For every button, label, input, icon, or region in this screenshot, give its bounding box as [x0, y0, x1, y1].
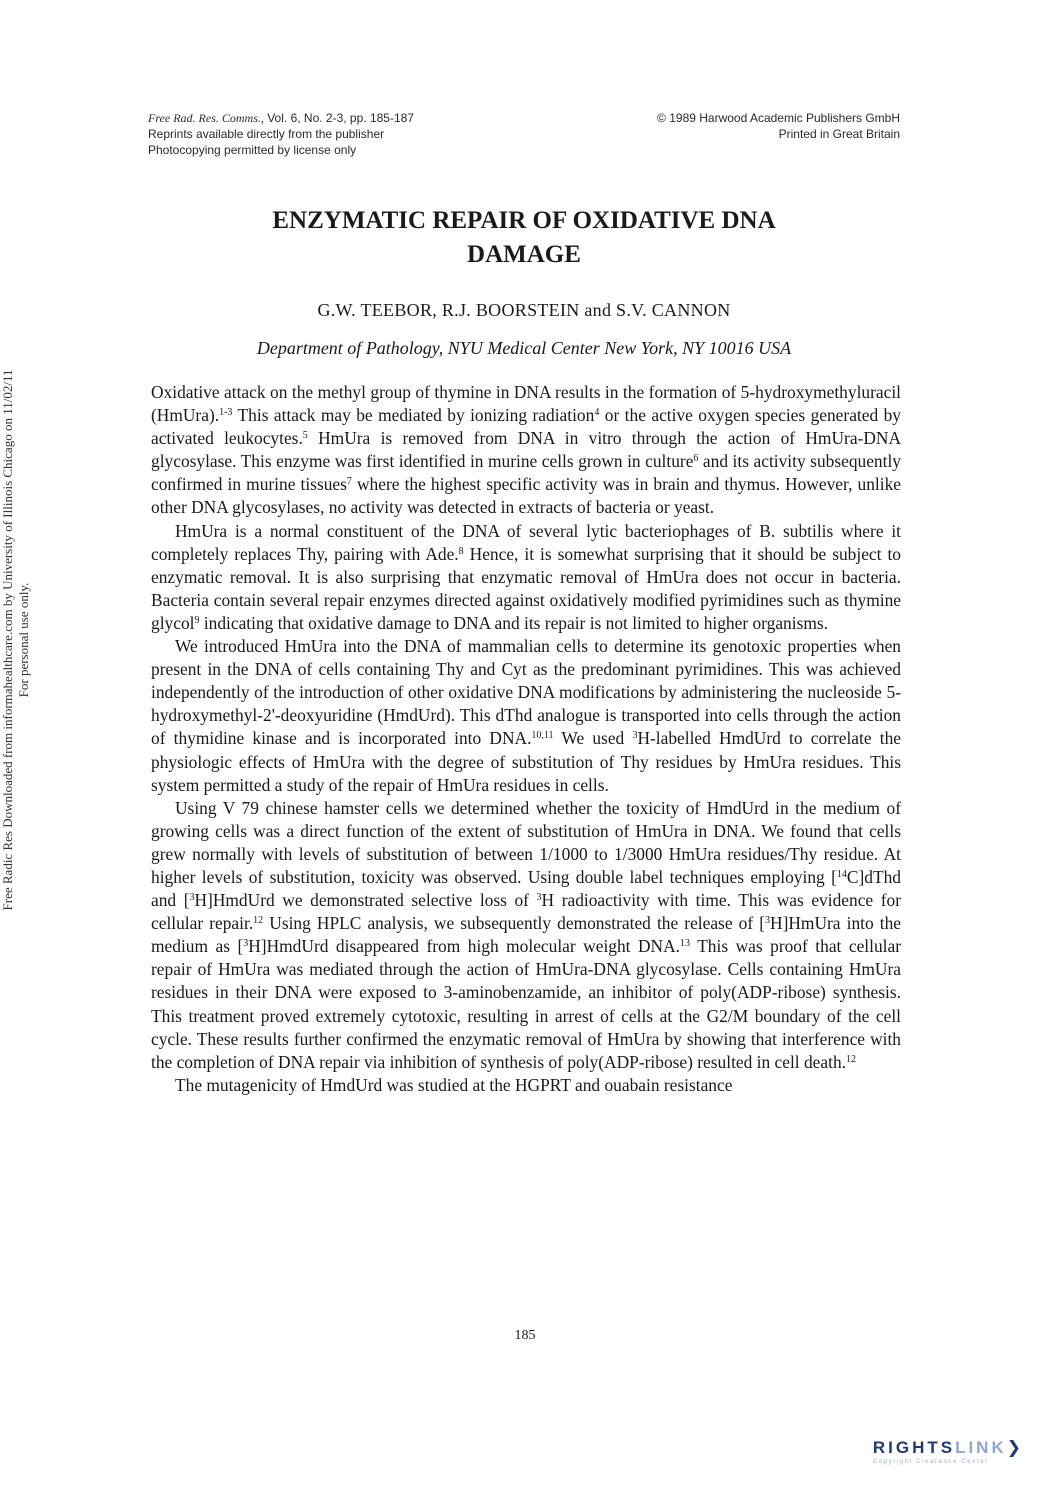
text-run: HmUra is removed from DNA in vitro through the action of HmUra-DNA glycosylase. This enzyme was first identified in murine cells grown in culture	[151, 428, 902, 472]
title-line-1: ENZYMATIC REPAIR OF OXIDATIVE DNA	[272, 207, 776, 234]
rightslink-logo[interactable]	[873, 1438, 1024, 1465]
text-run: H-labelled HmdUrd to correlate the physiologic effects of HmUra with the degree of substitution of Thy residues by HmUra residues. This system permitted a study of the repair of HmUra residues in cells.	[151, 728, 901, 795]
text-run: H]HmdUrd we demonstrated selective loss of	[194, 890, 537, 911]
text-run: indicating that oxidative damage to DNA and its repair is not limited to higher organisms.	[199, 612, 828, 633]
text-run: H radioactivity with time. This was evidence for cellular repair.	[151, 890, 901, 934]
printed-note: Printed in Great Britain	[778, 127, 900, 141]
text-run: Using V 79 chinese hamster cells we determined whether the toxicity of HmdUrd in the medium of growing cells was a direct function of the extent of substitution of HmUra in DNA. We found that cells grew normally with levels of substitution of between 1/1000 to 1/3000 HmUra residues/Thy residue. At higher levels of substitution, toxicity was observed. Using double label techniques employing [	[151, 797, 901, 887]
page-number: 185	[514, 1328, 536, 1343]
journal-citation	[148, 110, 414, 126]
citation-ref: 13	[680, 938, 691, 950]
text-run: and its activity subsequently confirmed in murine tissues	[151, 451, 901, 495]
copyright-notice: © 1989 Harwood Academic Publishers GmbH	[657, 111, 900, 125]
text-run: Using HPLC analysis, we subsequently demonstrated the release of [	[263, 913, 766, 934]
text-run: We used	[553, 728, 633, 749]
isotope-superscript: 3	[765, 915, 771, 927]
volume-info: Vol. 6, No. 2-3, pp. 185-187	[267, 111, 414, 125]
title-line-2: DAMAGE	[467, 241, 581, 268]
isotope-superscript: 3	[189, 892, 195, 904]
text-run: C]dThd and [	[151, 866, 901, 911]
paragraph-4	[151, 797, 901, 1074]
rightslink-link: LINK	[955, 1438, 1007, 1457]
text-run: This attack may be mediated by ionizing radiation	[232, 405, 595, 426]
paragraph-1	[151, 381, 901, 520]
author-list: G.W. TEEBOR, R.J. BOORSTEIN and S.V. CANNON	[317, 300, 731, 320]
running-header-right	[657, 110, 900, 142]
citation-ref: 5	[302, 430, 308, 442]
text-run: The mutagenicity of HmdUrd was studied at the HGPRT and ouabain resistance	[175, 1074, 733, 1095]
citation-ref: 1-3	[219, 407, 233, 419]
text-run: We introduced HmUra into the DNA of mammalian cells to determine its genotoxic properties when present in the DNA of cells containing Thy and Cyt as the predominant pyrimidines. This was achieved independently of the introduction of other oxidative DNA modifications by administering the nucleoside 5-hydroxymethyl-2'-deoxyuridine (HmdUrd). This dThd analogue is transported into cells through the action of thymidine kinase and is incorporated into DNA.	[151, 636, 901, 749]
isotope-superscript: 14	[836, 868, 847, 880]
paragraph-5	[151, 1074, 901, 1097]
isotope-superscript: 3	[632, 730, 638, 742]
paragraph-2	[151, 520, 901, 635]
article-body	[151, 381, 901, 1097]
text-run: or the active oxygen species generated by activated leukocytes.	[151, 405, 901, 449]
reprints-note: Reprints available directly from the publisher	[148, 127, 385, 141]
chevron-right-icon: ❯	[1006, 1438, 1024, 1457]
watermark-text	[0, 200, 32, 1080]
citation-ref: 8	[458, 545, 464, 557]
text-run: H]HmdUrd disappeared from high molecular weight DNA.	[248, 936, 681, 957]
citation-ref: 7	[346, 476, 352, 488]
rightslink-tagline: Copyright Clearance Center	[872, 1459, 989, 1465]
citation-ref: 6	[693, 453, 699, 465]
journal-abbrev: Free Rad. Res. Comms.,	[148, 111, 264, 125]
text-run: Hence, it is somewhat surprising that it should be subject to enzymatic removal. It is also surprising that enzymatic removal of HmUra does not occur in bacteria. Bacteria contain several repair enzymes directed against oxidatively modified pyrimidines such as thymine glycol	[151, 543, 902, 633]
rightslink-rights: RIGHTS	[872, 1438, 956, 1457]
rightslink-wordmark	[873, 1438, 1024, 1458]
running-header-left	[148, 110, 414, 158]
citation-ref: 4	[594, 407, 600, 419]
text-run: This was proof that cellular repair of HmUra was mediated through the action of HmUra-DNA glycosylase. Cells containing HmUra residues in their DNA were exposed to 3-aminobenzamide, an inhibitor of poly(ADP-ribose) synthesis. This treatment proved extremely cytotoxic, resulting in arrest of cells at the G2/M boundary of the cell cycle. These results further confirmed the enzymatic removal of HmUra by showing that interference with the completion of DNA repair via inhibition of synthesis of poly(ADP-ribose) resulted in cell death.	[151, 936, 901, 1072]
citation-ref: 9	[194, 614, 200, 626]
watermark-line-2: For personal use only.	[16, 582, 31, 698]
citation-ref: 10,11	[531, 730, 554, 742]
text-run: Oxidative attack on the methyl group of thymine in DNA results in the formation of 5-hydroxymethyluracil (HmUra).	[151, 382, 901, 426]
watermark-line-1: Free Radic Res Downloaded from informahealthcare.com by University of Illinois Chicago on 11/02/11	[0, 369, 15, 911]
text-run: HmUra is a normal constituent of the DNA of several lytic bacteriophages of B. subtilis where it completely replaces Thy, pairing with Ade.	[151, 520, 901, 564]
paragraph-3	[151, 635, 901, 797]
citation-ref: 12	[846, 1053, 856, 1065]
isotope-superscript: 3	[536, 892, 542, 904]
article-title	[148, 204, 900, 272]
text-run: H]HmUra into the medium as [	[151, 913, 901, 957]
affiliation: Department of Pathology, NYU Medical Center New York, NY 10016 USA	[256, 338, 792, 358]
isotope-superscript: 3	[243, 938, 249, 950]
text-run: where the highest specific activity was in brain and thymus. However, unlike other DNA glycosylases, no activity was detected in extracts of bacteria or yeast.	[151, 474, 901, 518]
citation-ref: 12	[253, 915, 264, 927]
photocopying-note: Photocopying permitted by license only	[148, 143, 357, 157]
